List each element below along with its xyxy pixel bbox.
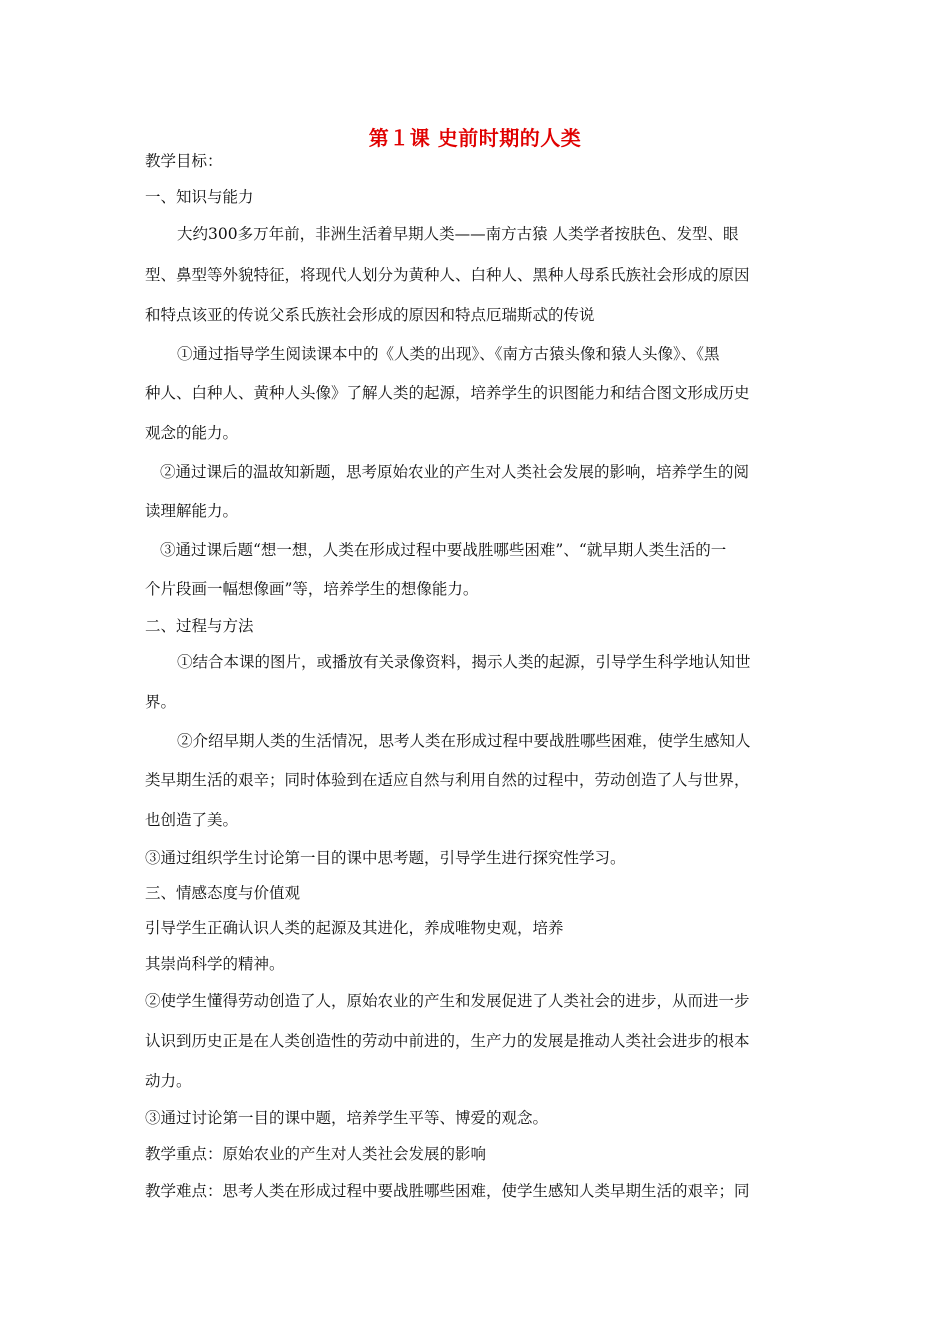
text-line: 引导学生正确认识人类的起源及其进化，养成唯物史观，培养 (145, 919, 564, 937)
text-line: ①结合本课的图片，或播放有关录像资料，揭示人类的起源，引导学生科学地认知世 (177, 653, 751, 671)
text-line: ③通过课后题“想一想，人类在形成过程中要战胜哪些困难”、“就早期人类生活的一 (160, 541, 727, 559)
text-line: 也创造了美。 (145, 811, 239, 829)
text-line: 动力。 (145, 1072, 192, 1090)
text-line: ③通过讨论第一目的课中题，培养学生平等、博爱的观念。 (145, 1109, 549, 1127)
text-line: ②使学生懂得劳动创造了人，原始农业的产生和发展促进了人类社会的进步，从而进一步 (145, 992, 750, 1010)
text-line: 个片段画一幅想像画”等，培养学生的想像能力。 (145, 580, 479, 598)
text-line: ③通过组织学生讨论第一目的课中思考题，引导学生进行探究性学习。 (145, 849, 626, 867)
section-heading: 三、情感态度与价值观 (145, 884, 301, 902)
text-line: 种人、白种人、黄种人头像》了解人类的起源，培养学生的识图能力和结合图文形成历史 (145, 384, 750, 402)
text-line: 教学目标： (145, 152, 223, 170)
text-line: 型、鼻型等外貌特征，将现代人划分为黄种人、白种人、黑种人母系氏族社会形成的原因 (145, 266, 750, 284)
text-line: 一、知识与能力 (145, 188, 254, 206)
section-heading: 二、过程与方法 (145, 617, 254, 635)
text-line: 和特点该亚的传说父系氏族社会形成的原因和特点厄瑞斯忒的传说 (145, 306, 595, 324)
text-line: 教学难点：思考人类在形成过程中要战胜哪些困难，使学生感知人类早期生活的艰辛；同 (145, 1182, 750, 1200)
text-line: 界。 (145, 693, 177, 711)
text-line: ②介绍早期人类的生活情况，思考人类在形成过程中要战胜哪些困难，使学生感知人 (177, 732, 751, 750)
text-line: 教学重点：原始农业的产生对人类社会发展的影响 (145, 1145, 487, 1163)
text-line: 其崇尚科学的精神。 (145, 955, 285, 973)
text-line: ②通过课后的温故知新题，思考原始农业的产生对人类社会发展的影响，培养学生的阅 (160, 463, 750, 481)
text-line: ①通过指导学生阅读课本中的《人类的出现》、《南方古猿头像和猿人头像》、《黑 (177, 345, 720, 363)
text-line: 类早期生活的艰辛；同时体验到在适应自然与利用自然的过程中，劳动创造了人与世界， (145, 771, 750, 789)
text-line: 大约300多万年前，非洲生活着早期人类——南方古猿 人类学者按肤色、发型、眼 (177, 225, 739, 243)
text-line: 观念的能力。 (145, 424, 239, 442)
lesson-title: 第１课 史前时期的人类 (368, 126, 582, 150)
text-line: 读理解能力。 (145, 502, 239, 520)
text-line: 认识到历史正是在人类创造性的劳动中前进的，生产力的发展是推动人类社会进步的根本 (145, 1032, 750, 1050)
